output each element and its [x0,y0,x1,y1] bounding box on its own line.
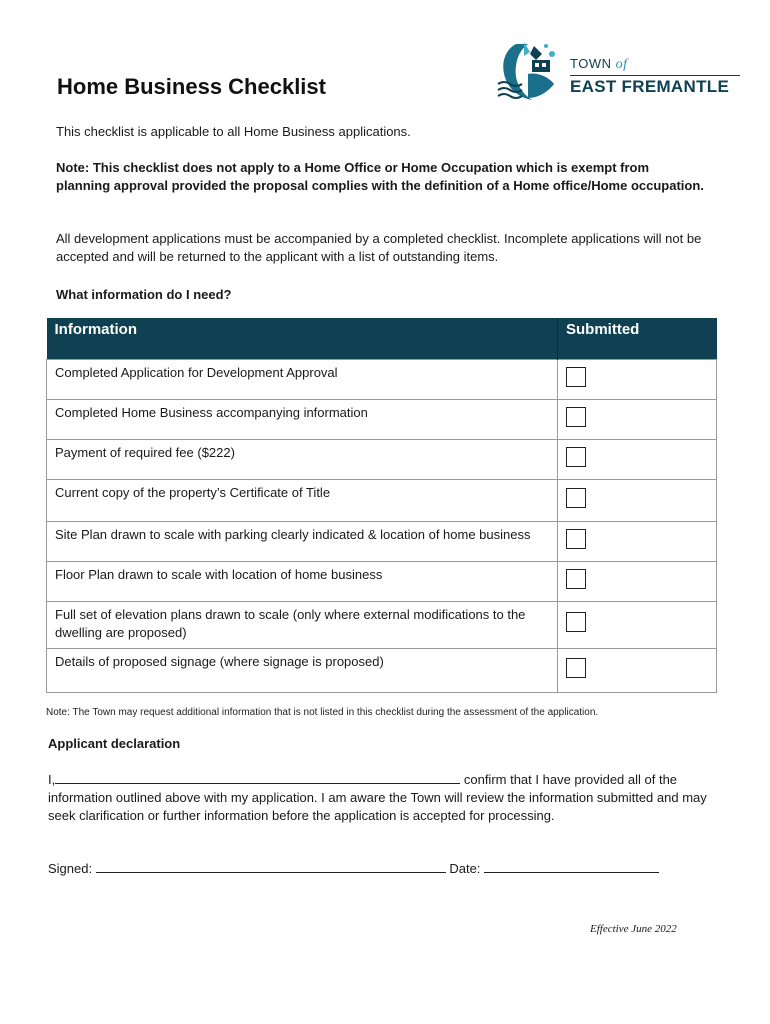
submitted-cell [558,561,717,601]
checklist-item-label: Floor Plan drawn to scale with location of home business [47,561,558,601]
effective-date: Effective June 2022 [590,923,677,935]
checklist-header-row [47,318,717,359]
checklist-item-label: Full set of elevation plans drawn to scale (only where external modifications to the dwelling are proposed) [47,601,558,648]
table-row [47,648,717,692]
logo-town-text: TOWN of [570,56,628,72]
requirement-text: All development applications must be accompanied by a completed checklist. Incomplete applications will not be accepted and will be returned to the applicant with a list of outstanding items. [56,231,702,264]
information-question: What information do I need? [56,287,232,302]
submitted-cell [558,399,717,439]
checklist-item-label: Details of proposed signage (where signage is proposed) [47,648,558,692]
table-row [47,601,717,648]
submitted-checkbox[interactable] [566,658,586,678]
signature-field[interactable] [96,860,446,873]
information-column-header: Information [47,318,558,359]
submitted-cell [558,601,717,648]
submitted-checkbox[interactable] [566,447,586,467]
date-label: Date: [449,861,481,876]
submitted-checkbox[interactable] [566,529,586,549]
signed-label: Signed: [48,861,93,876]
submitted-checkbox[interactable] [566,488,586,508]
submitted-cell [558,521,717,561]
submitted-cell [558,359,717,399]
exemption-note: Note: This checklist does not apply to a Home Office or Home Occupation which is exempt from planning approval provided the proposal complies with the definition of a Home office/Home occupation. [56,160,704,193]
table-row [47,359,717,399]
submitted-checkbox[interactable] [566,569,586,589]
signature-row [48,860,659,876]
applicability-text: This checklist is applicable to all Home Business applications. [56,124,411,139]
table-row [47,521,717,561]
checklist-item-label: Payment of required fee ($222) [47,439,558,479]
town-logo [494,40,744,106]
checklist-item-label: Current copy of the property’s Certificate of Title [47,479,558,521]
logo-divider [570,75,740,76]
table-row [47,561,717,601]
submitted-column-header: Submitted [558,318,717,359]
declaration-text [48,771,708,825]
declaration-heading: Applicant declaration [48,736,181,751]
submitted-checkbox[interactable] [566,367,586,387]
submitted-cell [558,439,717,479]
applicant-name-field[interactable] [55,771,460,784]
date-field[interactable] [484,860,659,873]
table-row [47,439,717,479]
logo-town-name: EAST FREMANTLE [570,77,730,96]
page-title: Home Business Checklist [57,74,326,99]
table-row [47,479,717,521]
declaration-prefix: I, [48,772,56,787]
checklist-item-label: Site Plan drawn to scale with parking clearly indicated & location of home business [47,521,558,561]
submitted-checkbox[interactable] [566,407,586,427]
checklist-item-label: Completed Application for Development Approval [47,359,558,399]
submitted-checkbox[interactable] [566,612,586,632]
checklist-table [46,318,717,693]
table-row [47,399,717,439]
submitted-cell [558,648,717,692]
assessment-footnote: Note: The Town may request additional information that is not listed in this checklist during the assessment of the application. [46,707,599,718]
submitted-cell [558,479,717,521]
town-emblem-icon [494,40,564,106]
checklist-item-label: Completed Home Business accompanying information [47,399,558,439]
declaration-body: confirm that I have provided all of the information outlined above with my application. I am aware the Town will review the information submitted and may seek clarification or further information before the application is accepted for processing. [48,772,707,823]
